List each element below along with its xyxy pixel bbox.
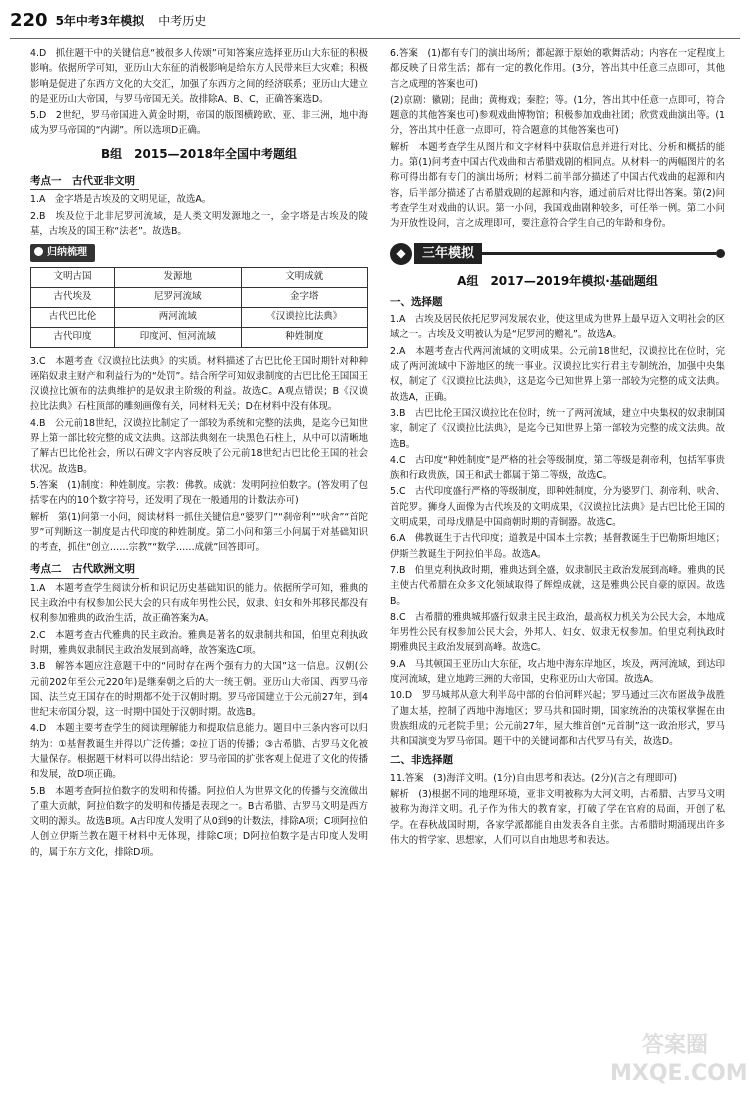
answer-item: 3.C 本题考查《汉谟拉比法典》的实质。材料描述了古巴比伦王国时期针对种种诬陷奴隶主财产和利益行为的“处罚”。结合所学可知奴隶制度的古巴比伦王国国王汉谟拉比颁布的法典维护的是奴隶主阶级的利益。故选C。A观点错误；B《汉谟拉比法典》石柱顶部的雕刻画像有关，同材料无关；D在材料中没有体现。	[30, 355, 368, 413]
answer-item: 5.D 2世纪，罗马帝国进入黄金时期，帝国的版图横跨欧、亚、非三洲，地中海成为罗马帝国的“内湖”。所以选项D正确。	[30, 110, 368, 137]
table-cell: 《汉谟拉比法典》	[241, 307, 367, 327]
table-row	[31, 307, 368, 327]
table-cell: 古代埃及	[31, 287, 115, 307]
summary-tag	[30, 244, 95, 261]
table-row	[31, 287, 368, 307]
table-cell: 种姓制度	[241, 327, 367, 347]
table-header: 文明古国	[31, 267, 115, 287]
answer-item: 解析 第(1)问第一小问，阅读材料一抓住关键信息“婆罗门”“刹帝利”“吠舍”“首陀罗”可判断这一制度是古代印度的种姓制度。第二小问和第三小问属于对基础知识的考查，抓住“创立……宗教”“数学……成就”回答即可。	[30, 511, 368, 554]
answer-item: 2.B 埃及位于北非尼罗河流域，是人类文明发源地之一，金字塔是古埃及的陵墓，古埃及的国王称“法老”。故选B。	[30, 210, 368, 237]
table-cell: 印度河、恒河流域	[115, 327, 241, 347]
answer-item: 2.C 本题考查古代雅典的民主政治。雅典是著名的奴隶制共和国，伯里克利执政时期，雅典奴隶制民主政治发展到高峰，故答案选C项。	[30, 629, 368, 656]
table-row	[31, 327, 368, 347]
group-heading: A组 2017—2019年模拟·基础题组	[457, 273, 658, 288]
book-title: 5年中考3年模拟	[55, 13, 145, 28]
banner-title: 三年模拟	[414, 243, 482, 264]
tag-icon	[34, 247, 43, 256]
answer-item: 10.D 罗马城邦从意大利半岛中部的台伯河畔兴起；罗马通过三次布匿战争战胜了迦太基，控制了西地中海地区；罗马共和国时期，国家统治的决策权掌握在由贵族组成的元老院手里；公元前27年，屋大维首创“元首制”这一政治形式，罗马共和国演变为罗马帝国。题干中的关键词都和古代罗马有关，故选D。	[390, 690, 725, 748]
answer-item: 11.答案 (3)海洋文明。(1分)自由思考和表达。(2分)(言之有理即可)	[390, 772, 678, 784]
table-cell: 金字塔	[241, 287, 367, 307]
answer-item: 解析 本题考查学生从图片和文字材料中获取信息并进行对比、分析和概括的能力。第(1)问考查中国古代戏曲和古希腊戏剧的相同点。从材料一的两幅图片的名称可得出都有专门的演出场所；材料二前半部分描述了中国古代戏曲的起源和内容，后半部分描述了古希腊戏剧的起源和内容，通过前后对比得出答案。第(2)问考查学生对戏曲的认识。第一小问，我国戏曲剧种较多，可任举一例。第二小问为开放性设问，言之成理即可，要注意符合学生自己的年龄和身份。	[390, 141, 725, 230]
page-number: 220	[10, 9, 48, 31]
section-heading: 一、选择题	[390, 295, 443, 308]
table-cell: 两河流域	[115, 307, 241, 327]
section-banner	[390, 242, 725, 266]
answer-item: (2)京剧：徽剧；昆曲；黄梅戏；秦腔；等。(1分，答出其中任意一点即可，符合题意的其他答案也可)参观戏曲博物馆；积极参加戏曲社团；欣赏戏曲演出等。(1分，答出其中任意一点即可，符合题意的其他答案也可)	[390, 94, 725, 137]
banner-dot-icon	[716, 249, 725, 258]
table-cell: 尼罗河流域	[115, 287, 241, 307]
left-column	[30, 46, 368, 861]
table-header: 发源地	[115, 267, 241, 287]
answer-item: 6.A 佛教诞生于古代印度；道教是中国本土宗教；基督教诞生于巴勒斯坦地区；伊斯兰教诞生于阿拉伯半岛。故选A。	[390, 533, 725, 560]
answer-item: 8.C 古希腊的雅典城邦盛行奴隶主民主政治，最高权力机关为公民大会，本地成年男性公民有权参加公民大会，外邦人、妇女、奴隶无权参加。伯里克利执政时期雅典民主政治发展到高峰。故选C。	[390, 611, 725, 654]
topic-heading: 考点一 古代亚非文明	[30, 174, 139, 190]
answer-item: 4.B 公元前18世纪，汉谟拉比制定了一部较为系统和完整的法典，是迄今已知世界上第一部比较完整的成文法典。这部法典刻在一块黑色石柱上，从中可以清晰地了解古巴比伦社会，所以石碑文字内容反映了公元前18世纪古巴比伦王国的社会状况。故选B。	[30, 417, 368, 475]
answer-item: 4.D 本题主要考查学生的阅读理解能力和提取信息能力。题目中三条内容可以归纳为：①基督教诞生并得以广泛传播；②拉丁语的传播；③古希腊、古罗马文化被大量保存。根据题干材料可以得出结论：罗马帝国的扩张客观上促进了文化的传播和发展，故D项正确。	[30, 723, 368, 781]
watermark-logo: 答案圈 MXQE.COM	[610, 1033, 748, 1086]
answer-item: 1.A 古埃及居民依托尼罗河发展农业，使这里成为世界上最早迈入文明社会的区域之一。古埃及文明被认为是“尼罗河的赠礼”。故选A。	[390, 314, 725, 341]
table-cell: 古代印度	[31, 327, 115, 347]
header-rule	[10, 38, 740, 39]
table-header: 文明成就	[241, 267, 367, 287]
group-heading: B组 2015—2018年全国中考题组	[101, 146, 297, 161]
answer-item: 5.B 本题考查阿拉伯数字的发明和传播。阿拉伯人为世界文化的传播与交流做出了重大贡献，阿拉伯数字的发明和传播是表现之一。B古希腊、古罗马文明是西方文明的源头。故选B项。A古印度人发明了从0到9的计数法，排除A项；C项阿拉伯人创立伊斯兰教在题干材料中无体现，排除C项；D阿拉伯数字是古印度人发明的，属于东方文化，排除D项。	[30, 785, 368, 858]
section-heading: 二、非选择题	[390, 754, 453, 767]
banner-emblem-icon: ◆	[390, 243, 412, 265]
page-header	[10, 6, 206, 34]
answer-item: 5.C 古代印度盛行严格的等级制度，即种姓制度，分为婆罗门、刹帝利、吠舍、首陀罗。狮身人面像为古代埃及的文明成果，《汉谟拉比法典》是古巴比伦王国的文明成果，司母戊鼎是中国商朝时期的青铜器。故选C。	[390, 486, 725, 529]
answer-item: 3.B 解答本题应注意题干中的“同时存在两个强有力的大国”这一信息。汉朝(公元前202年至公元220年)是继秦朝之后的大一统王朝。亚历山大帝国、西罗马帝国、法兰克王国存在的时期都不处于汉朝时期。罗马帝国建立于公元前27年，到4世纪末帝国分裂，这一时期中国处于汉朝时期。故选B。	[30, 661, 368, 719]
answer-item: 2.A 本题考查古代两河流域的文明成果。公元前18世纪，汉谟拉比在位时，完成了两河流域中下游地区的统一事业。汉谟拉比实行君主专制统治，加强中央集权，制定了《汉谟拉比法典》，这是迄今已知世界上第一部较为完整的成文法典。故选A，正确。	[390, 345, 725, 403]
answer-item: 4.C 古印度“种姓制度”是严格的社会等级制度，第二等级是刹帝利，包括军事贵族和行政贵族，国王和武士都属于第二等级，故选C。	[390, 454, 725, 482]
answer-item: 1.A 本题考查学生阅读分析和识记历史基础知识的能力。依据所学可知，雅典的民主政治中有权参加公民大会的只有成年男性公民，奴隶、妇女和外邦移民都没有权利参加雅典的政治生活，故正确答案为A。	[30, 582, 368, 625]
table-header-row	[31, 267, 368, 287]
answer-item: 4.D 抓住题干中的关键信息“被很多人传颂”可知答案应选择亚历山大东征的积极影响。依据所学可知，亚历山大东征的消极影响是给东方人民带来巨大灾难；积极影响是促进了东西方文化的大交汇，加强了东西方之间的经济联系；亚历山大建立的是亚历山大帝国，与罗马帝国无关。故排除A、B、C，正确答案选D。	[30, 48, 368, 105]
answer-item: 9.A 马其顿国王亚历山大东征，攻占地中海东岸地区，埃及，两河流域，到达印度河流域，建立地跨三洲的大帝国，史称亚历山大帝国。故选A。	[390, 658, 725, 685]
topic-heading: 考点二 古代欧洲文明	[30, 562, 139, 578]
answer-item: 6.答案 (1)都有专门的演出场所；都起源于原始的歌舞活动；内容在一定程度上都反映了日常生活；都有一定的教化作用。(3分，答出其中任意三点即可，其他言之成理的答案也可)	[390, 48, 725, 90]
answer-item: 7.B 伯里克利执政时期，雅典达到全盛，奴隶制民主政治发展到高峰。雅典的民主使古代希腊在众多文化领域取得了辉煌成就，这是雅典公民自豪的原因。故选B。	[390, 564, 725, 607]
banner-line	[482, 252, 716, 255]
table-cell: 古代巴比伦	[31, 307, 115, 327]
subject-title: 中考历史	[158, 13, 207, 28]
right-column	[390, 46, 725, 849]
answer-item: 解析 (3)根据不同的地理环境，亚非文明被称为大河文明，古希腊、古罗马文明被称为海洋文明。孔子作为伟大的教育家，打破了学在官府的局面，开创了私学。在春秋战国时期，各家学派都能自由发表各自主张。古希腊时期涌现出许多伟大的哲学家、思想家，人们可以自由地思考和表达。	[390, 789, 725, 846]
answer-item: 5.答案 (1)制度：种姓制度。宗教：佛教。成就：发明阿拉伯数字。(答发明了包括零在内的10个数字符号，还发明了现在一般通用的计数法亦可)	[30, 479, 368, 507]
answer-item: 3.B 古巴比伦王国汉谟拉比在位时，统一了两河流域，建立中央集权的奴隶制国家，制定了《汉谟拉比法典》，是迄今已知世界上第一部较为完整的成文法典。故选B。	[390, 407, 725, 450]
tag-label: 归纳梳理	[47, 247, 87, 259]
civilization-table	[30, 267, 368, 348]
answer-item: 1.A 金字塔是古埃及的文明见证，故选A。	[30, 194, 212, 206]
